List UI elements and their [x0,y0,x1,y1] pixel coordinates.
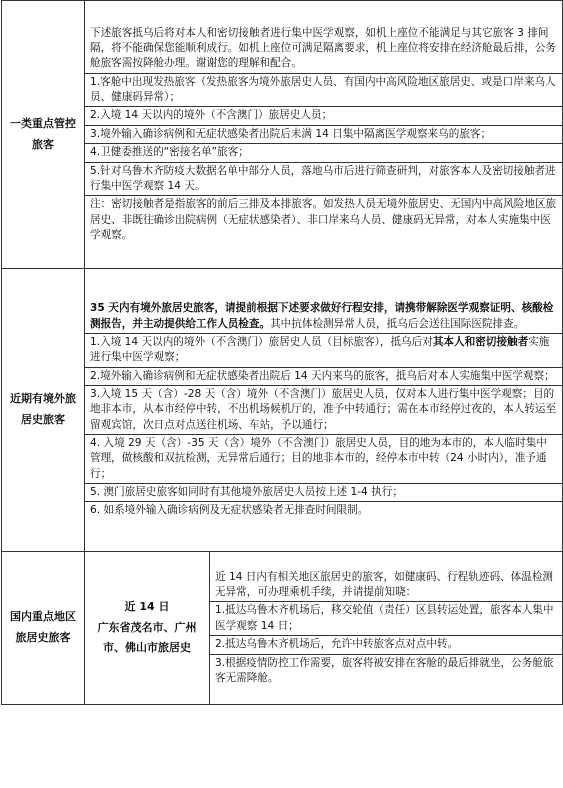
list-item: 3.根据疫情防控工作需要，旅客将被安排在客舱的最后排就坐，公务舱旅客无需降舱。 [215,656,554,684]
item-bold-text: 其本人和密切接触者 [432,335,529,348]
content-cell [85,269,563,552]
table-row [2,269,563,552]
list-item: 1.客舱中出现发热旅客（发热旅客为境外旅居史人员、有国内中高风险地区旅居史、或是口岸来乌人员、健康码异常）； [90,75,556,104]
sub-places: 广东省茂名市、广州市、佛山市旅居史 [97,620,197,655]
divider [210,601,562,602]
list-item: 1.抵达乌鲁木齐机场后，移交轮值（责任）区县转运处置，旅客本人集中医学观察 14 日； [215,604,554,632]
intro-paragraph [90,301,557,332]
list-item: 5.针对乌鲁木齐防疫大数据名单中部分人员，落地乌市后进行筛查研判，对旅客本人及密切接触者进行集中医学观察 14 天。 [90,164,556,192]
category-cell: 一类重点管控旅客 [2,1,85,269]
list-item: 2.抵达乌鲁木齐机场后，允许中转旅客点对点中转。 [215,638,459,651]
note: 注：密切接触者是指旅客的前后三排及本排旅客。如发热人员无境外旅居史、无国内中高风险地区旅居史、非既往确诊出院病例（无症状感染者）、非口岸来乌人员、健康码无异常，对本人实施集中医学观察。 [90,198,557,241]
list-item: 4. 入境 29 天（含）-35 天（含）境外（不含澳门）旅居史人员，目的地为本市的，本人临时集中管理，做核酸和双抗检测，无异常后通行；目的地非本市的，经停本市中转（24 小时内），准予通行； [90,437,547,480]
divider [85,367,562,368]
item-text: 实施进行集中医学观察； [90,335,550,364]
divider [85,434,562,435]
divider [85,385,562,386]
list-item: 4.卫健委推送的“密接名单”旅客； [90,146,249,159]
item-text: 1.入境 14 天以内的境外（不含澳门）旅居史人员（目标旅客），抵乌后对 [90,335,433,348]
category-cell: 国内重点地区旅居史旅客 [2,552,85,705]
divider [85,125,562,126]
divider [85,195,562,196]
sub-period: 近 14 日 [124,599,170,613]
divider [85,73,562,74]
divider [85,162,562,163]
divider [85,143,562,144]
content-cell [210,552,563,705]
divider [85,106,562,107]
list-item: 2.入境 14 天以内的境外（不含澳门）旅居史人员； [90,109,333,122]
table-row [2,552,563,705]
list-item: 5. 澳门旅居史旅客如同时有其他境外旅居史人员按上述 1-4 执行； [90,486,403,499]
divider [85,483,562,484]
list-item [90,335,557,366]
list-item: 3.境外输入确诊病例和无症状感染者出院后未满 14 日集中隔离医学观察来乌的旅客； [90,127,492,140]
policy-table [1,0,563,705]
intro-bold: 35 天内有境外旅居史旅客，请提前根据下述要求做好行程安排，请携带解除医学观察证明、核酸检测报告，并主动提供给工作人员检查。 [90,302,554,330]
table-row [2,1,563,269]
subcategory-cell [85,552,210,705]
divider [210,635,562,636]
content-cell [85,1,563,269]
divider [210,654,562,655]
paragraph: 近 14 日内有相关地区旅居史的旅客，如健康码、行程轨迹码、体温检测无异常，可办理乘机手续，并请提前知晓： [215,570,554,599]
list-item: 6. 如系境外输入确诊病例及无症状感染者无排查时间限制。 [90,504,369,517]
divider [85,333,562,334]
list-item: 3.入境 15 天（含）-28 天（含）境外（不含澳门）旅居史人员，仅对本人进行集中医学观察；目的地非本市，从本市经停中转，不出机场候机厅的，准予中转通行；需在本市经停过夜的，本人转运至留观宾馆，次日点对点送往机场、车站，予以通行； [90,387,557,431]
paragraph: 下述旅客抵乌后将对本人和密切接触者进行集中医学观察，如机上座位不能满足与其它旅客 3 排间隔，将不能确保您能顺利成行。如机上座位可满足隔离要求，机上座位将安排在经济舱最后排，公务舱旅客需按降舱办理。谢谢您的理解和配合。 [90,26,557,70]
list-item: 2.境外输入确诊病例和无症状感染者出院后 14 天内来乌的旅客，抵乌后对本人实施集中医学观察； [90,369,555,382]
divider [85,501,562,502]
intro-rest: 其中抗体检测异常人员，抵乌后会送往国际医院排查。 [270,317,525,330]
category-cell: 近期有境外旅居史旅客 [2,269,85,552]
